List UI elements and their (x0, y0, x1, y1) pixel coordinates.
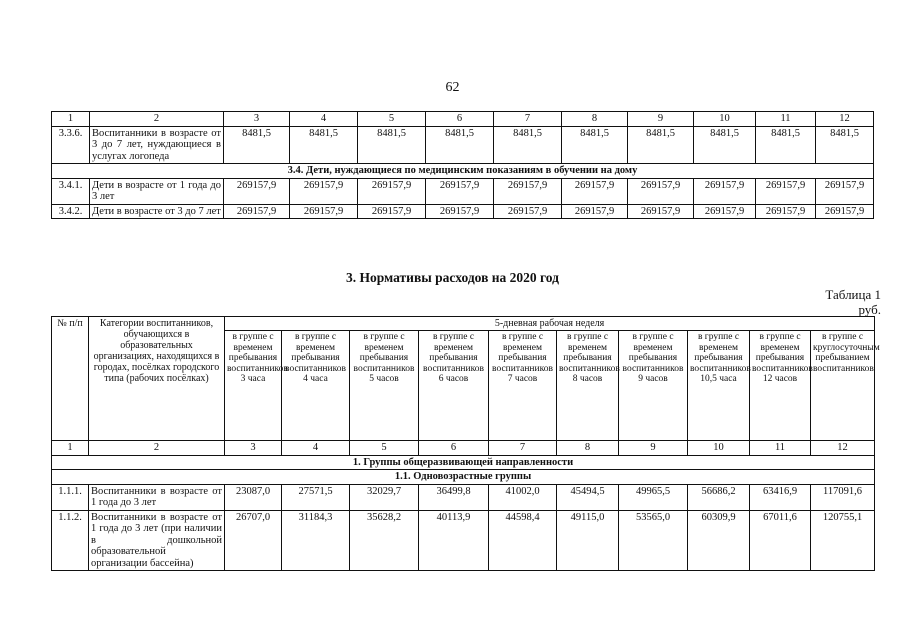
row-category: Воспитанники в возрасте от 1 года до 3 лет (при наличии в дошкольной образовательной организации бассейна) (89, 510, 225, 571)
section-row (52, 455, 875, 470)
value-cell: 8481,5 (426, 126, 494, 164)
value-cell: 49965,5 (619, 484, 688, 510)
group-header: в группе с временем пребывания воспитанников 7 часов (489, 331, 557, 441)
value-cell: 8481,5 (224, 126, 290, 164)
table-row (52, 126, 874, 164)
column-number: 1 (52, 441, 89, 456)
value-cell: 8481,5 (756, 126, 816, 164)
value-cell: 269157,9 (426, 178, 494, 204)
value-cell: 269157,9 (290, 178, 358, 204)
value-cell: 36499,8 (419, 484, 489, 510)
group-header: в группе с временем пребывания воспитанников 8 часов (557, 331, 619, 441)
value-cell: 8481,5 (562, 126, 628, 164)
value-cell: 31184,3 (282, 510, 350, 571)
column-number: 10 (688, 441, 750, 456)
value-cell: 269157,9 (290, 204, 358, 219)
column-number: 12 (816, 112, 874, 127)
value-cell: 53565,0 (619, 510, 688, 571)
group-header: в группе с временем пребывания воспитанников 10,5 часа (688, 331, 750, 441)
value-cell: 67011,6 (750, 510, 811, 571)
group-header: в группе с круглосуточным пребыванием воспитанников (811, 331, 875, 441)
value-cell: 40113,9 (419, 510, 489, 571)
column-number-row (52, 112, 874, 127)
row-number: 3.4.2. (52, 204, 90, 219)
header-row-week (52, 317, 875, 331)
column-number: 7 (489, 441, 557, 456)
value-cell: 63416,9 (750, 484, 811, 510)
value-cell: 8481,5 (628, 126, 694, 164)
value-cell: 269157,9 (426, 204, 494, 219)
group-header: в группе с временем пребывания воспитанников 4 часа (282, 331, 350, 441)
header-week: 5-дневная рабочая неделя (225, 317, 875, 331)
column-number: 3 (225, 441, 282, 456)
group-header: в группе с временем пребывания воспитанников 12 часов (750, 331, 811, 441)
column-number: 9 (628, 112, 694, 127)
value-cell: 23087,0 (225, 484, 282, 510)
value-cell: 269157,9 (358, 204, 426, 219)
row-number: 1.1.1. (52, 484, 89, 510)
table-label: Таблица 1 (825, 287, 881, 302)
row-number: 1.1.2. (52, 510, 89, 571)
page-number: 62 (445, 80, 460, 95)
value-cell: 32029,7 (350, 484, 419, 510)
value-cell: 27571,5 (282, 484, 350, 510)
value-cell: 26707,0 (225, 510, 282, 571)
value-cell: 45494,5 (557, 484, 619, 510)
value-cell: 269157,9 (562, 204, 628, 219)
value-cell: 269157,9 (756, 204, 816, 219)
column-number: 10 (694, 112, 756, 127)
section-heading: 1. Группы общеразвивающей направленности (52, 455, 875, 470)
expense-norms-table (51, 316, 880, 571)
row-category: Дети в возрасте от 3 до 7 лет (90, 204, 224, 219)
row-category: Дети в возрасте от 1 года до 3 лет (90, 178, 224, 204)
value-cell: 56686,2 (688, 484, 750, 510)
value-cell: 269157,9 (628, 204, 694, 219)
group-header: в группе с временем пребывания воспитанников 3 часа (225, 331, 282, 441)
value-cell: 117091,6 (811, 484, 875, 510)
value-cell: 8481,5 (494, 126, 562, 164)
value-cell: 44598,4 (489, 510, 557, 571)
table-row (52, 178, 874, 204)
row-number: 3.3.6. (52, 126, 90, 164)
column-number: 4 (290, 112, 358, 127)
table-row (52, 484, 875, 510)
value-cell: 8481,5 (694, 126, 756, 164)
column-number: 7 (494, 112, 562, 127)
column-number: 8 (562, 112, 628, 127)
value-cell: 269157,9 (224, 178, 290, 204)
column-number: 5 (350, 441, 419, 456)
value-cell: 269157,9 (694, 178, 756, 204)
value-cell: 269157,9 (816, 204, 874, 219)
column-number: 3 (224, 112, 290, 127)
value-cell: 269157,9 (358, 178, 426, 204)
header-category: Категории воспитанников, обучающихся в образовательных организациях, находящихся в городах, посёлках городского типа (рабочих посёлках) (89, 317, 225, 441)
value-cell: 8481,5 (816, 126, 874, 164)
column-number: 6 (426, 112, 494, 127)
row-category: Воспитанники в возрасте от 3 до 7 лет, нуждающиеся в услугах логопеда (90, 126, 224, 164)
section-heading: 1.1. Одновозрастные группы (52, 470, 875, 485)
section-row (52, 164, 874, 179)
value-cell: 269157,9 (756, 178, 816, 204)
value-cell: 269157,9 (494, 178, 562, 204)
column-number-row (52, 441, 875, 456)
value-cell: 49115,0 (557, 510, 619, 571)
section-heading: 3.4. Дети, нуждающиеся по медицинским показаниям в обучении на дому (52, 164, 874, 179)
column-number: 4 (282, 441, 350, 456)
group-header: в группе с временем пребывания воспитанников 9 часов (619, 331, 688, 441)
column-number: 11 (750, 441, 811, 456)
value-cell: 269157,9 (628, 178, 694, 204)
value-cell: 8481,5 (358, 126, 426, 164)
table-row (52, 204, 874, 219)
column-number: 1 (52, 112, 90, 127)
section-row (52, 470, 875, 485)
column-number: 9 (619, 441, 688, 456)
column-number: 5 (358, 112, 426, 127)
column-number: 11 (756, 112, 816, 127)
table-row (52, 510, 875, 571)
row-number: 3.4.1. (52, 178, 90, 204)
value-cell: 35628,2 (350, 510, 419, 571)
header-number: № п/п (52, 317, 89, 441)
row-category: Воспитанники в возрасте от 1 года до 3 лет (89, 484, 225, 510)
group-header: в группе с временем пребывания воспитанников 6 часов (419, 331, 489, 441)
value-cell: 269157,9 (224, 204, 290, 219)
unit-label: руб. (858, 302, 881, 317)
column-number: 2 (90, 112, 224, 127)
column-number: 8 (557, 441, 619, 456)
group-header: в группе с временем пребывания воспитанников 5 часов (350, 331, 419, 441)
column-number: 6 (419, 441, 489, 456)
value-cell: 41002,0 (489, 484, 557, 510)
value-cell: 269157,9 (816, 178, 874, 204)
value-cell: 120755,1 (811, 510, 875, 571)
column-number: 2 (89, 441, 225, 456)
value-cell: 269157,9 (694, 204, 756, 219)
value-cell: 269157,9 (562, 178, 628, 204)
value-cell: 60309,9 (688, 510, 750, 571)
value-cell: 8481,5 (290, 126, 358, 164)
value-cell: 269157,9 (494, 204, 562, 219)
column-number: 12 (811, 441, 875, 456)
top-table (51, 111, 874, 219)
section-title: 3. Нормативы расходов на 2020 год (345, 270, 559, 285)
